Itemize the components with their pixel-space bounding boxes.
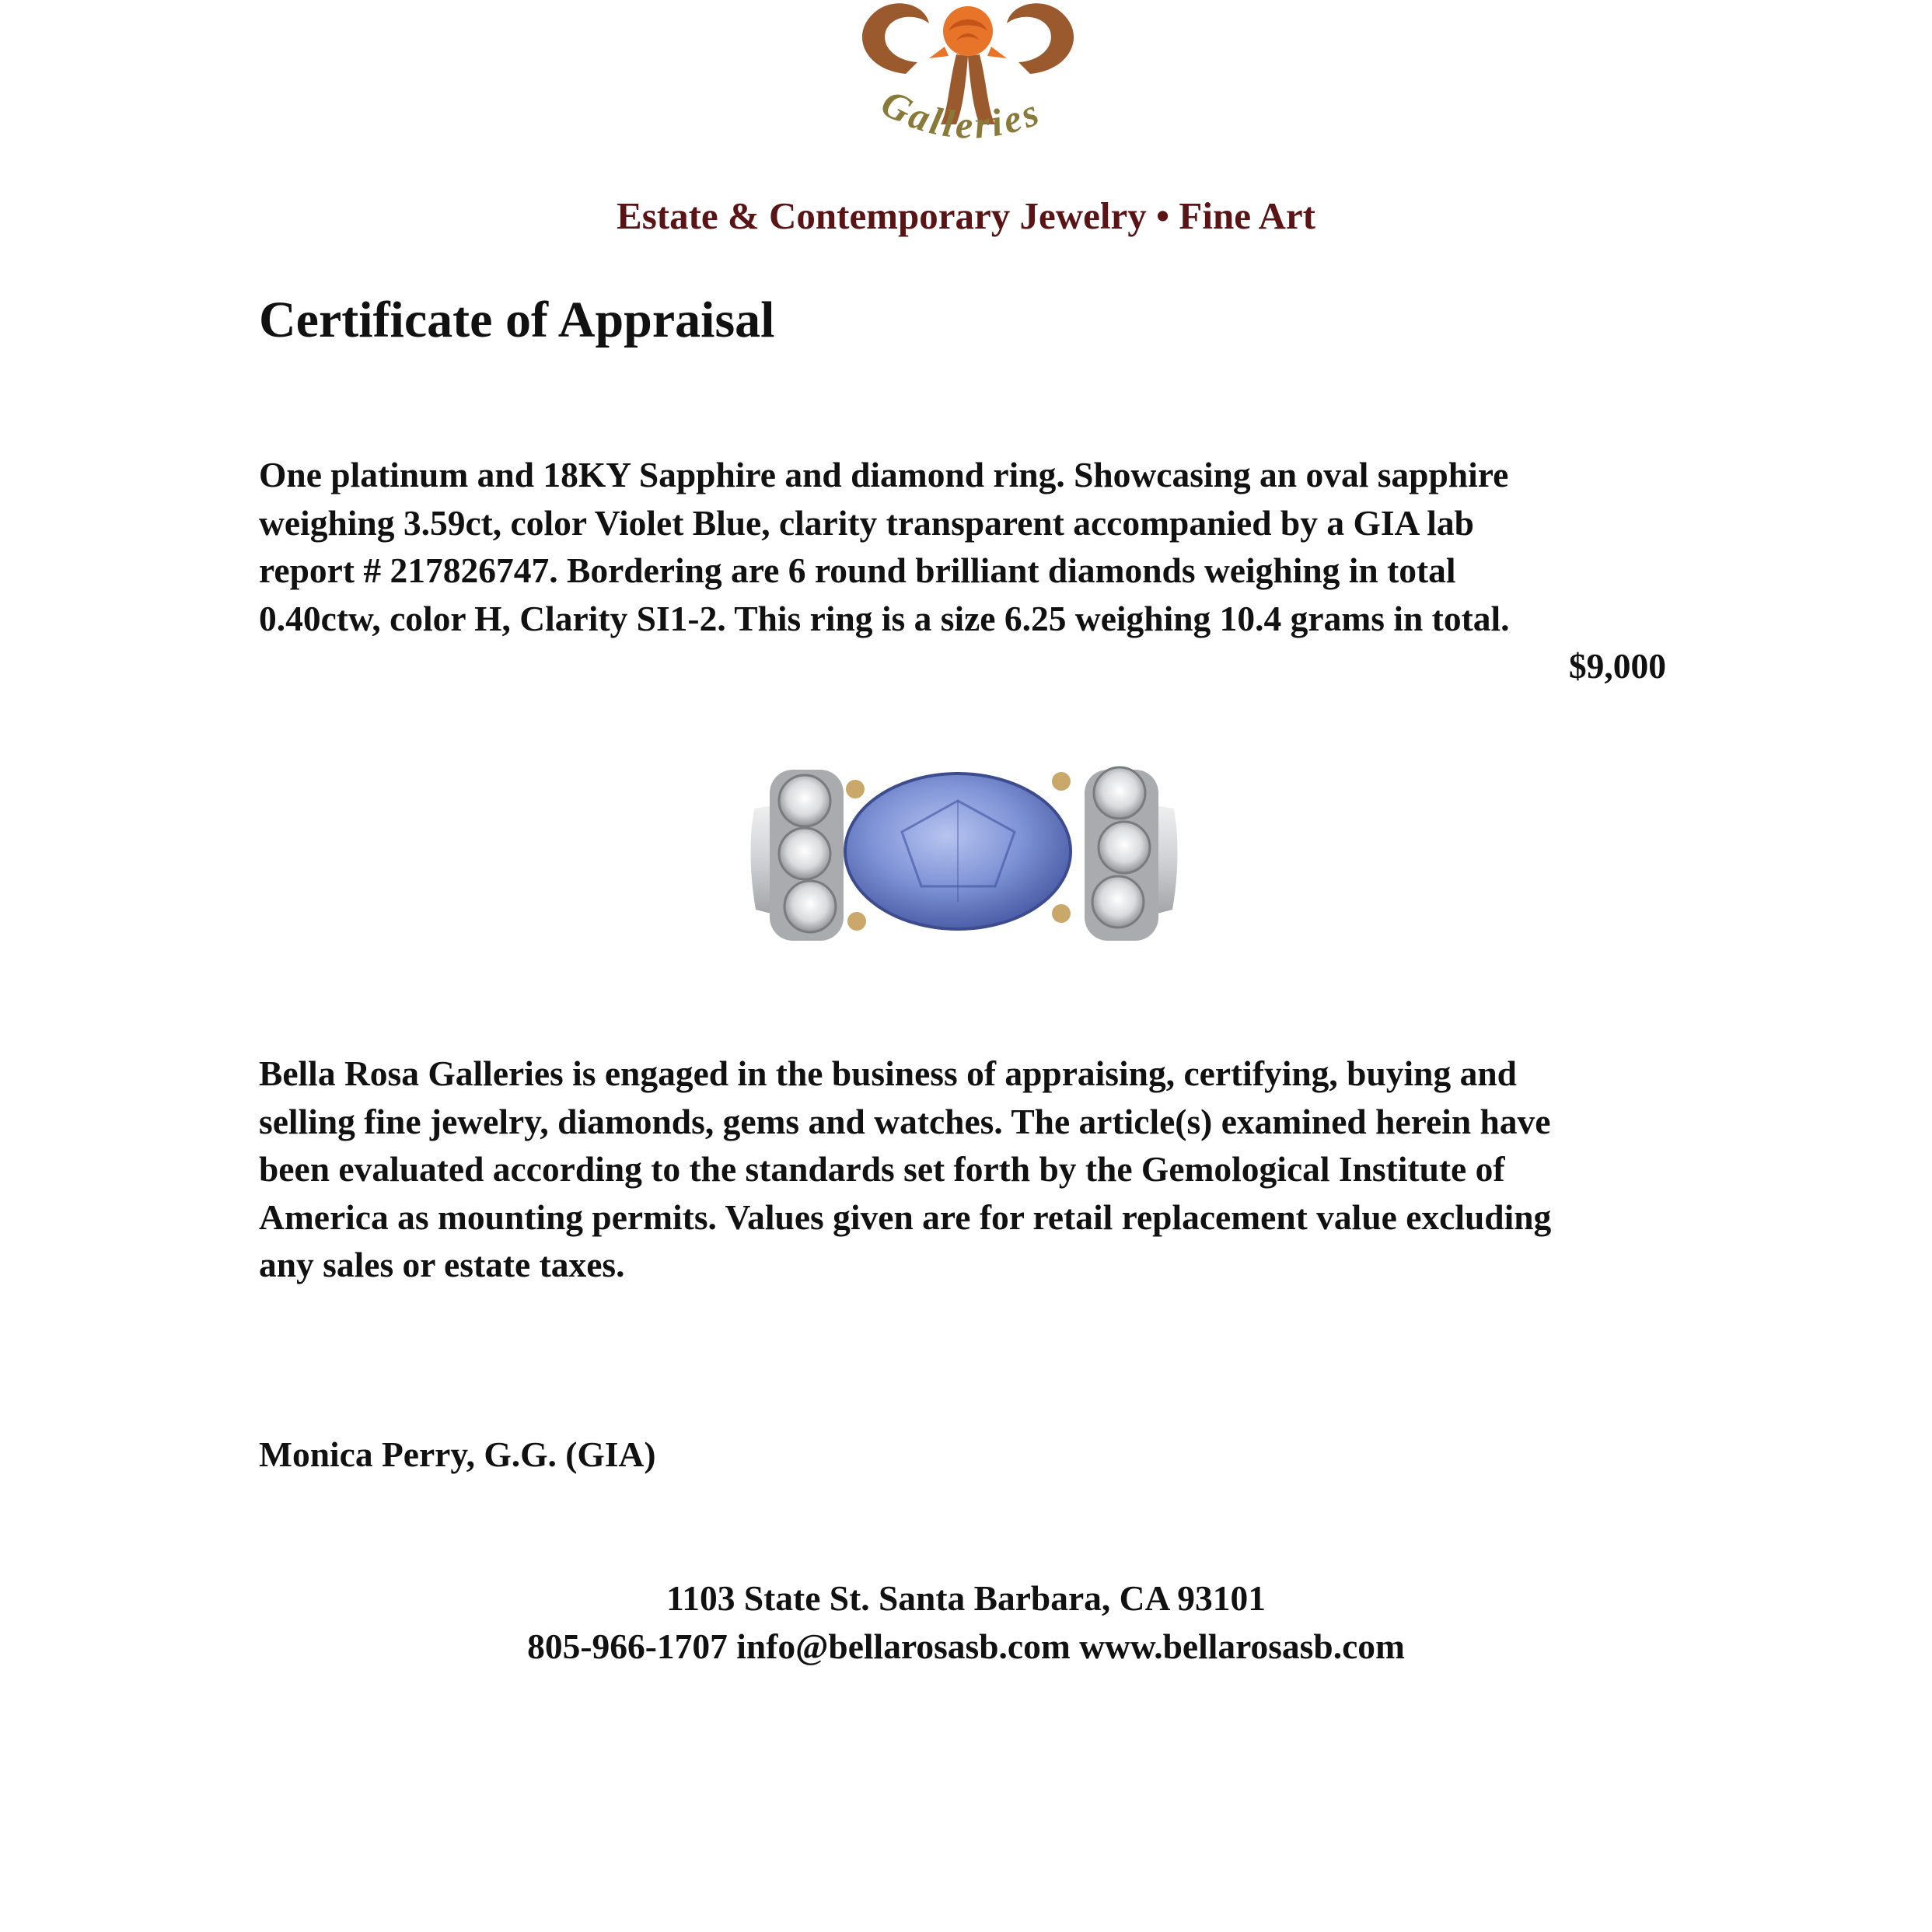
- footer-contact: [0, 1574, 1932, 1671]
- description-line: report # 217826747. Bordering are 6 round brilliant diamonds weighing in total: [259, 550, 1456, 590]
- disclaimer-line: any sales or estate taxes.: [259, 1245, 625, 1284]
- gallery-logo: [832, 0, 1104, 175]
- ring-photo: [746, 754, 1182, 956]
- appraiser-name: Monica Perry, G.G. (GIA): [259, 1434, 656, 1474]
- item-description: [259, 451, 1666, 642]
- footer-contact-info: 805-966-1707 info@bellarosasb.com www.bellarosasb.com: [527, 1626, 1405, 1666]
- rose-horns-logo-icon: [832, 0, 1104, 175]
- disclaimer-line: been evaluated according to the standards set forth by the Gemological Institute of: [259, 1149, 1505, 1189]
- tagline: Estate & Contemporary Jewelry • Fine Art: [617, 194, 1315, 237]
- description-line: weighing 3.59ct, color Violet Blue, clarity transparent accompanied by a GIA lab: [259, 502, 1474, 543]
- description-line: One platinum and 18KY Sapphire and diamond ring. Showcasing an oval sapphire: [259, 455, 1509, 494]
- footer-address: 1103 State St. Santa Barbara, CA 93101: [666, 1578, 1266, 1618]
- page-title: Certificate of Appraisal: [259, 292, 775, 348]
- disclaimer-line: America as mounting permits. Values given are for retail replacement value excluding: [259, 1197, 1552, 1237]
- disclaimer: [259, 1050, 1666, 1289]
- description-line: 0.40ctw, color H, Clarity SI1-2. This ring is a size 6.25 weighing 10.4 grams in total.: [259, 598, 1510, 638]
- sapphire-ring-image-icon: [746, 754, 1182, 956]
- logo-text: Galleries: [874, 80, 1047, 147]
- appraised-price: $9,000: [1568, 646, 1666, 686]
- disclaimer-line: Bella Rosa Galleries is engaged in the business of appraising, certifying, buying and: [259, 1053, 1517, 1093]
- disclaimer-line: selling fine jewelry, diamonds, gems and watches. The article(s) examined herein have: [259, 1101, 1551, 1141]
